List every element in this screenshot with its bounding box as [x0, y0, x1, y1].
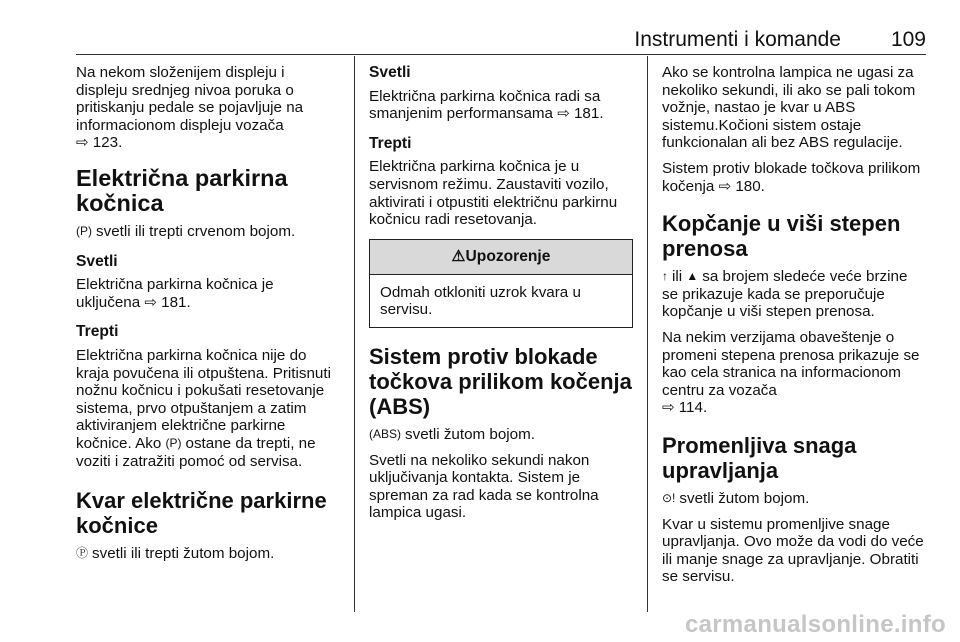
header-rule	[76, 54, 926, 55]
paragraph	[76, 64, 340, 152]
page-reference[interactable]: 181.	[573, 105, 604, 123]
steering-warning-icon: ⊙!	[662, 490, 676, 505]
section-heading-epb: Električna parkirna kočnica	[76, 164, 288, 216]
paragraph: Električna parkirna kočnica je u servisnom režimu. Zaustaviti vozilo, aktivirati i otpustiti električnu parkirnu kočnicu radi resetovanja.	[369, 158, 618, 229]
indicator-text: svetli ili trepti crvenom bojom.	[96, 222, 296, 240]
indicator-text: svetli žutom bojom.	[679, 489, 810, 507]
header-title: Instrumenti i komande	[634, 28, 841, 51]
cross-reference-icon: ⇨	[76, 134, 89, 152]
indicator-text: svetli ili trepti žutom bojom.	[92, 545, 275, 563]
section-heading-fault: Kvar električne parkirne kočnice	[76, 488, 327, 539]
page-reference[interactable]: 180.	[735, 177, 765, 195]
subheading-trepti: Trepti	[369, 134, 412, 152]
parking-brake-icon: (P)	[165, 435, 182, 450]
indicator-line	[662, 490, 926, 508]
abs-icon: (ABS)	[369, 426, 402, 441]
paragraph	[662, 268, 926, 321]
indicator-line	[369, 426, 633, 444]
cross-reference-icon: ⇨	[144, 293, 158, 311]
warning-box	[369, 239, 633, 328]
paragraph: Ako se kontrolna lampica ne ugasi za nekoliko sekundi, ili ako se pali tokom vožnje, nastao je kvar u ABS sistemu.Kočioni sistem ostaje funkcionalan ali bez ABS regulacije.	[662, 64, 916, 152]
paragraph-text: ostane da trepti, ne voziti i zatražiti pomoć od servisa.	[76, 434, 316, 470]
column-divider	[647, 56, 648, 612]
paragraph	[369, 88, 633, 123]
paragraph-text: Na nekim verzijama obaveštenje o promeni stepena prenosa prikazuje se kao cela stranica na informacionom centru za vozača	[662, 328, 920, 399]
warning-header	[370, 240, 632, 275]
parking-brake-fault-icon: Ⓟ	[76, 546, 89, 561]
cross-reference-icon: ⇨	[662, 399, 675, 417]
column-3	[662, 64, 926, 594]
paragraph-text: Na nekom složenijem displeju i displeju srednjeg nivoa poruka o pritiskanju pedale se pojavljuje na informacionom displeju vozača	[76, 64, 304, 134]
paragraph-text: sa brojem sledeće veće brzine se prikazuje kada se preporučuje kopčanje u viši stepen prenosa.	[662, 268, 908, 321]
cross-reference-icon: ⇨	[718, 177, 732, 195]
indicator-line	[76, 223, 340, 241]
watermark: carmanualsonline.info	[684, 611, 946, 638]
shift-up-triangle-icon: ▲	[686, 269, 699, 284]
column-divider	[354, 56, 355, 612]
indicator-line	[76, 545, 340, 563]
paragraph-text: Sistem protiv blokade točkova prilikom kočenja	[662, 159, 921, 195]
paragraph	[662, 329, 926, 417]
subheading-svetli: Svetli	[76, 252, 118, 270]
warning-text: Odmah otkloniti uzrok kvara u servisu.	[380, 283, 581, 319]
page-reference[interactable]: 123.	[92, 134, 123, 152]
paragraph-text: ili	[672, 268, 683, 286]
section-heading-abs: Sistem protiv blokade točkova prilikom kočenja (ABS)	[369, 343, 632, 419]
paragraph-text: Električna parkirna kočnica je uključena	[76, 276, 274, 311]
parking-brake-icon: (P)	[76, 223, 92, 238]
page-reference[interactable]: 114.	[678, 399, 708, 417]
page-reference[interactable]: 181.	[161, 293, 191, 311]
paragraph	[76, 347, 340, 470]
paragraph-text: Električna parkirna kočnica nije do kraja povučena ili otpuštena. Pritisnuti nožnu kočnicu i pokušati resetovanje sistema, prvo otpuštanjem a zatim aktiviranjem električne parkirne kočnice. Ako	[76, 346, 331, 452]
warning-icon: ⚠	[451, 247, 466, 265]
paragraph	[662, 160, 926, 195]
paragraph: Svetli na nekoliko sekundi nakon uključivanja kontakta. Sistem je spreman za rad kada se kontrolna lampica ugasi.	[369, 451, 599, 522]
column-2	[369, 64, 633, 530]
section-heading-steering: Promenljiva snaga upravljanja	[662, 432, 857, 483]
subheading-svetli: Svetli	[369, 64, 411, 81]
page-header	[76, 28, 926, 52]
indicator-text: svetli žutom bojom.	[405, 425, 535, 443]
page-number: 109	[890, 28, 926, 51]
section-heading-shift: Kopčanje u viši stepen prenosa	[662, 211, 901, 262]
shift-up-icon: ↑	[662, 269, 668, 284]
paragraph	[76, 276, 340, 311]
paragraph-text: Električna parkirna kočnica radi sa smanjenim performansama	[369, 87, 601, 123]
paragraph: Kvar u sistemu promenljive snage upravljanja. Ovo može da vodi do veće ili manje snage za upravljanje. Obratiti se servisu.	[662, 515, 924, 586]
column-1	[76, 64, 340, 571]
subheading-trepti: Trepti	[76, 323, 119, 341]
warning-title: Upozorenje	[465, 247, 551, 265]
cross-reference-icon: ⇨	[557, 105, 570, 123]
